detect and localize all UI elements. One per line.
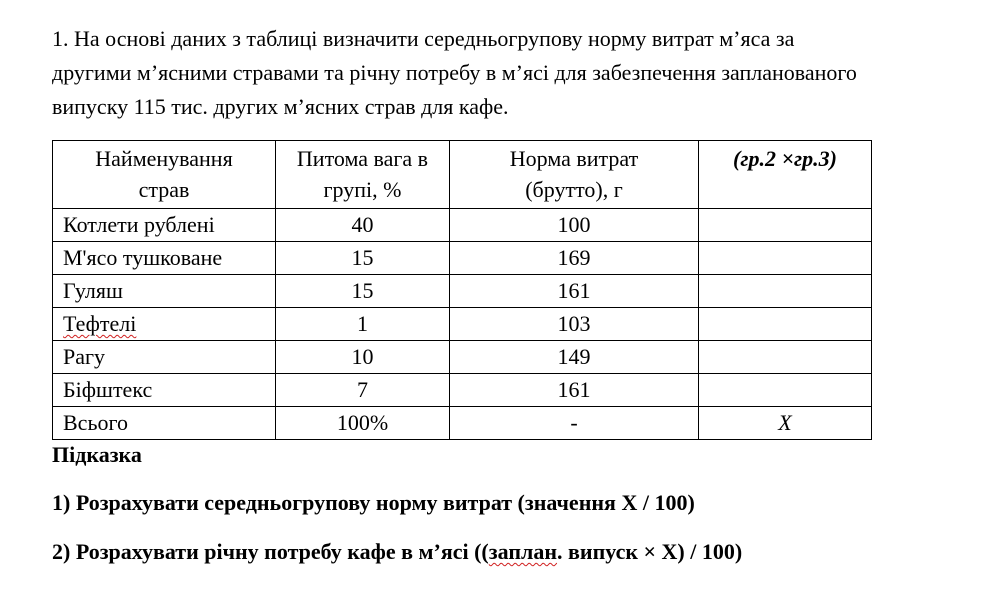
hint-step-2-suffix: . випуск × X) / 100) (557, 539, 743, 564)
norm-cell: 161 (450, 275, 699, 308)
header-dish-name-line2: страв (138, 177, 190, 202)
product-cell[interactable] (699, 242, 872, 275)
header-norm-line2: (брутто), г (525, 177, 623, 202)
share-cell: 1 (276, 308, 450, 341)
table-row (53, 275, 872, 308)
header-norm (450, 141, 699, 209)
product-cell[interactable] (699, 275, 872, 308)
total-norm-cell: - (450, 407, 699, 440)
product-cell[interactable] (699, 374, 872, 407)
header-dish-name-line1: Найменування (95, 146, 233, 171)
hint-step-1: 1) Розрахувати середньогрупову норму витрат (значення X / 100) (52, 490, 695, 515)
total-x-cell[interactable]: X (699, 407, 872, 440)
table-row (53, 374, 872, 407)
table-total-row (53, 407, 872, 440)
table-row (53, 242, 872, 275)
dish-name-cell: Гуляш (53, 275, 276, 308)
task-text (52, 22, 982, 124)
task-line-2: другими м’ясними стравами та річну потребу в м’ясі для забезпечення запланованого (52, 60, 857, 85)
dish-name-cell (53, 308, 276, 341)
header-share-line2: групі, % (323, 177, 402, 202)
share-cell: 7 (276, 374, 450, 407)
dish-name-cell: Рагу (53, 341, 276, 374)
share-cell: 10 (276, 341, 450, 374)
header-share-line1: Питома вага в (296, 146, 429, 171)
dish-name-cell: Біфштекс (53, 374, 276, 407)
header-product-formula-line1: (гр.2 ×гр.3) (733, 146, 837, 171)
norm-cell: 103 (450, 308, 699, 341)
table-row (53, 308, 872, 341)
task-line-3: випуску 115 тис. других м’ясних страв для кафе. (52, 94, 509, 119)
norm-cell: 100 (450, 209, 699, 242)
spellcheck-marked-word: Тефтелі (63, 311, 137, 336)
spellcheck-marked-word: заплан (488, 539, 558, 564)
header-share (276, 141, 450, 209)
total-label-cell: Всього (53, 407, 276, 440)
share-cell: 15 (276, 275, 450, 308)
table-row (53, 341, 872, 374)
share-cell: 15 (276, 242, 450, 275)
product-cell[interactable] (699, 308, 872, 341)
norm-cell: 169 (450, 242, 699, 275)
norm-cell: 149 (450, 341, 699, 374)
hint-title: Підказка (52, 442, 142, 467)
header-dish-name (53, 141, 276, 209)
hint-step-2 (52, 537, 742, 567)
table-header-row (53, 141, 872, 209)
product-cell[interactable] (699, 209, 872, 242)
norm-cell: 161 (450, 374, 699, 407)
header-product-formula (699, 141, 872, 209)
task-line-1: 1. На основі даних з таблиці визначити середньогрупову норму витрат м’яса за (52, 26, 795, 51)
product-cell[interactable] (699, 341, 872, 374)
dish-name-cell: М'ясо тушковане (53, 242, 276, 275)
dish-name-cell: Котлети рублені (53, 209, 276, 242)
share-cell: 40 (276, 209, 450, 242)
meat-norms-table (52, 140, 872, 440)
hint-step-2-prefix: 2) Розрахувати річну потребу кафе в м’ясі (( (52, 539, 489, 564)
header-norm-line1: Норма витрат (509, 146, 639, 171)
total-share-cell: 100% (276, 407, 450, 440)
table-row (53, 209, 872, 242)
